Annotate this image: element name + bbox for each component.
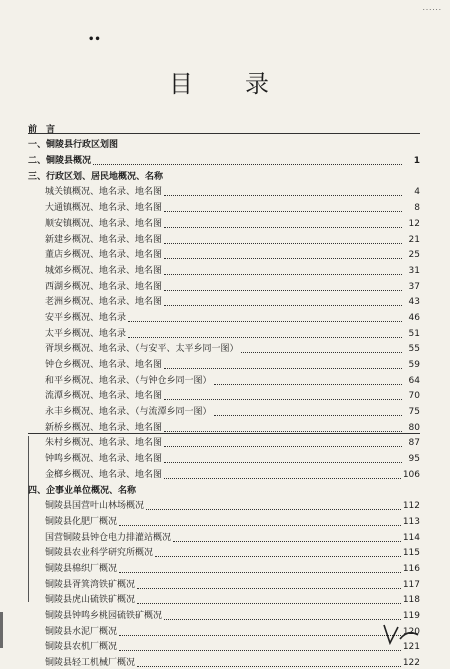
toc-entry-label: 铜陵县国营叶山林场概况	[45, 501, 145, 512]
toc-entry-label: 和平乡概况、地名录、（与钟仓乡同一图）	[45, 375, 212, 386]
toc-entry	[28, 528, 420, 544]
toc-entry	[28, 575, 420, 591]
toc-leader-dots	[128, 321, 402, 322]
toc-leader-dots	[164, 274, 402, 275]
toc-leader-dots	[164, 195, 402, 196]
toc-leader-dots	[164, 211, 402, 212]
toc-entry-page-number: 59	[408, 360, 420, 370]
toc-entry-page-number: 119	[402, 611, 420, 621]
toc-entry	[28, 340, 420, 356]
toc-leader-dots	[214, 415, 402, 416]
toc-entry	[28, 120, 420, 136]
toc-entry-page-number: 106	[402, 469, 420, 480]
toc-entry-label: 铜陵县农机厂概况	[45, 642, 118, 653]
toc-entry	[28, 355, 420, 371]
toc-entry-label: 铜陵县棉织厂概况	[45, 563, 118, 574]
toc-entry	[28, 246, 420, 262]
toc-entry-page-number: 55	[408, 344, 420, 355]
toc-entry-page-number: 46	[408, 312, 420, 323]
toc-leader-dots	[119, 572, 401, 573]
toc-entry	[28, 277, 420, 293]
toc-entry-label: 钟仓乡概况、地名录、地名图	[45, 360, 163, 370]
toc-entry	[28, 418, 420, 434]
toc-entry	[28, 371, 420, 387]
toc-entry-page-number: 75	[408, 407, 420, 418]
toc-leader-dots	[241, 352, 402, 353]
toc-leader-dots	[214, 384, 402, 385]
toc-leader-dots	[137, 588, 401, 589]
toc-entry	[28, 606, 420, 622]
toc-entry-label: 铜陵县轻工机械厂概况	[45, 658, 136, 669]
toc-entry-label: 老洲乡概况、地名录、地名图	[45, 297, 163, 308]
toc-entry	[28, 402, 420, 418]
toc-entry-label: 一、铜陵县行政区划图	[28, 140, 119, 151]
toc-entry	[28, 497, 420, 513]
toc-entry-page-number: 1	[413, 156, 420, 167]
toc-entry	[28, 481, 420, 497]
toc-entry-label: 钟鸣乡概况、地名录、地名图	[45, 454, 163, 465]
toc-entry-label: 铜陵县钟鸣乡桃园硫铁矿概况	[45, 611, 163, 621]
toc-entry-page-number: 113	[402, 516, 420, 527]
table-of-contents	[28, 120, 420, 669]
toc-entry-label: 铜陵县农业科学研究所概况	[45, 548, 154, 559]
toc-leader-dots	[173, 541, 401, 542]
toc-entry	[28, 151, 420, 167]
toc-entry-page-number: 112	[402, 501, 420, 512]
toc-entry-page-number: 122	[402, 658, 420, 669]
toc-entry	[28, 638, 420, 654]
toc-entry-label: 胥坝乡概况、地名录、（与安平、太平乡同一图）	[45, 344, 239, 355]
toc-leader-dots	[164, 368, 402, 369]
toc-entry-label: 太平乡概况、地名录	[45, 328, 127, 339]
toc-entry-label: 前 言	[28, 124, 56, 135]
toc-entry-label: 安平乡概况、地名录	[45, 312, 127, 323]
toc-entry-page-number: 118	[402, 595, 420, 606]
toc-leader-dots	[164, 258, 402, 259]
toc-entry	[28, 198, 420, 214]
toc-entry	[28, 449, 420, 465]
toc-entry-page-number: 31	[408, 265, 420, 276]
toc-entry-label: 国营铜陵县钟仓电力排灌站概况	[45, 532, 172, 543]
toc-leader-dots	[93, 164, 402, 165]
toc-entry-page-number: 87	[408, 438, 420, 449]
toc-entry	[28, 591, 420, 607]
toc-leader-dots	[164, 431, 402, 432]
toc-leader-dots	[155, 556, 401, 557]
toc-leader-dots	[164, 243, 402, 244]
toc-entry-page-number: 8	[414, 203, 420, 214]
toc-entry	[28, 136, 420, 152]
toc-leader-dots	[164, 305, 402, 306]
toc-entry	[28, 308, 420, 324]
toc-entry-label: 董店乡概况、地名录、地名图	[45, 250, 163, 261]
toc-entry-label: 二、铜陵县概况	[28, 156, 92, 167]
toc-entry-label: 城郊乡概况、地名录、地名图	[45, 265, 163, 276]
toc-entry-page-number: 80	[408, 422, 420, 433]
toc-entry	[28, 622, 420, 638]
toc-entry-page-number: 21	[408, 234, 420, 245]
toc-leader-dots	[164, 399, 402, 400]
toc-entry-page-number: 114	[402, 532, 420, 543]
toc-entry	[28, 559, 420, 575]
toc-entry-page-number: 70	[408, 391, 420, 402]
toc-entry-label: 顺安镇概况、地名录、地名图	[45, 218, 163, 229]
toc-entry-label: 朱村乡概况、地名录、地名图	[45, 438, 163, 449]
toc-entry	[28, 387, 420, 403]
toc-entry	[28, 293, 420, 309]
toc-entry-label: 流潭乡概况、地名录、地名图	[45, 391, 163, 402]
toc-leader-dots	[146, 509, 401, 510]
toc-entry-label: 铜陵县虎山硫铁矿概况	[45, 595, 136, 606]
binding-edge	[0, 612, 3, 648]
toc-entry-label: 四、企事业单位概况、名称	[28, 485, 137, 496]
toc-leader-dots	[119, 525, 401, 526]
toc-entry-page-number: 37	[408, 281, 420, 292]
toc-leader-dots	[164, 290, 402, 291]
toc-entry	[28, 512, 420, 528]
handwritten-mark-icon	[380, 619, 422, 647]
toc-entry-label: 铜陵县胥箕湾铁矿概况	[45, 579, 136, 590]
toc-leader-dots	[128, 337, 402, 338]
toc-leader-dots	[137, 666, 401, 667]
toc-entry-page-number: 43	[408, 297, 420, 308]
toc-entry-page-number: 95	[408, 454, 420, 465]
toc-entry-label: 西湖乡概况、地名录、地名图	[45, 281, 163, 292]
toc-entry-page-number: 116	[402, 563, 420, 574]
toc-entry-page-number: 4	[414, 187, 420, 198]
toc-leader-dots	[164, 478, 401, 479]
toc-leader-dots	[164, 227, 402, 228]
toc-leader-dots	[137, 603, 401, 604]
toc-entry	[28, 544, 420, 560]
toc-entry	[28, 261, 420, 277]
toc-entry-label: 铜陵县化肥厂概况	[45, 516, 118, 527]
toc-entry-label: 金榔乡概况、地名录、地名图	[45, 469, 163, 480]
toc-entry-page-number: 51	[408, 328, 420, 339]
toc-entry	[28, 183, 420, 199]
toc-entry	[28, 167, 420, 183]
toc-entry-label: 城关镇概况、地名录、地名图	[45, 187, 163, 198]
toc-entry-label: 三、行政区划、居民地概况、名称	[28, 171, 164, 182]
toc-entry	[28, 230, 420, 246]
toc-entry-page-number: 121	[402, 642, 420, 653]
toc-entry-label: 新建乡概况、地名录、地名图	[45, 234, 163, 245]
toc-entry-label: 永丰乡概况、地名录、（与流潭乡同一图）	[45, 407, 212, 418]
toc-entry	[28, 465, 420, 481]
toc-leader-dots	[164, 462, 402, 463]
toc-entry-page-number: 25	[408, 250, 420, 261]
toc-entry	[28, 324, 420, 340]
toc-entry-page-number: 64	[408, 375, 420, 386]
toc-entry-page-number: 115	[402, 548, 420, 559]
toc-leader-dots	[164, 619, 401, 620]
page-title: 目录	[169, 70, 321, 98]
corner-mark: ......	[422, 4, 442, 12]
toc-leader-dots	[164, 446, 402, 447]
scan-mark: ••	[88, 34, 101, 45]
toc-entry	[28, 214, 420, 230]
toc-entry-page-number: 12	[408, 218, 420, 229]
toc-entry-label: 大通镇概况、地名录、地名图	[45, 203, 163, 214]
toc-leader-dots	[119, 635, 401, 636]
toc-leader-dots	[119, 650, 401, 651]
toc-entry-page-number: 120	[402, 626, 420, 637]
toc-entry-page-number: 117	[402, 579, 420, 590]
toc-entry	[28, 434, 420, 450]
toc-entry	[28, 653, 420, 669]
toc-entry-label: 新桥乡概况、地名录、地名图	[45, 422, 163, 433]
toc-entry-label: 铜陵县水泥厂概况	[45, 626, 118, 637]
